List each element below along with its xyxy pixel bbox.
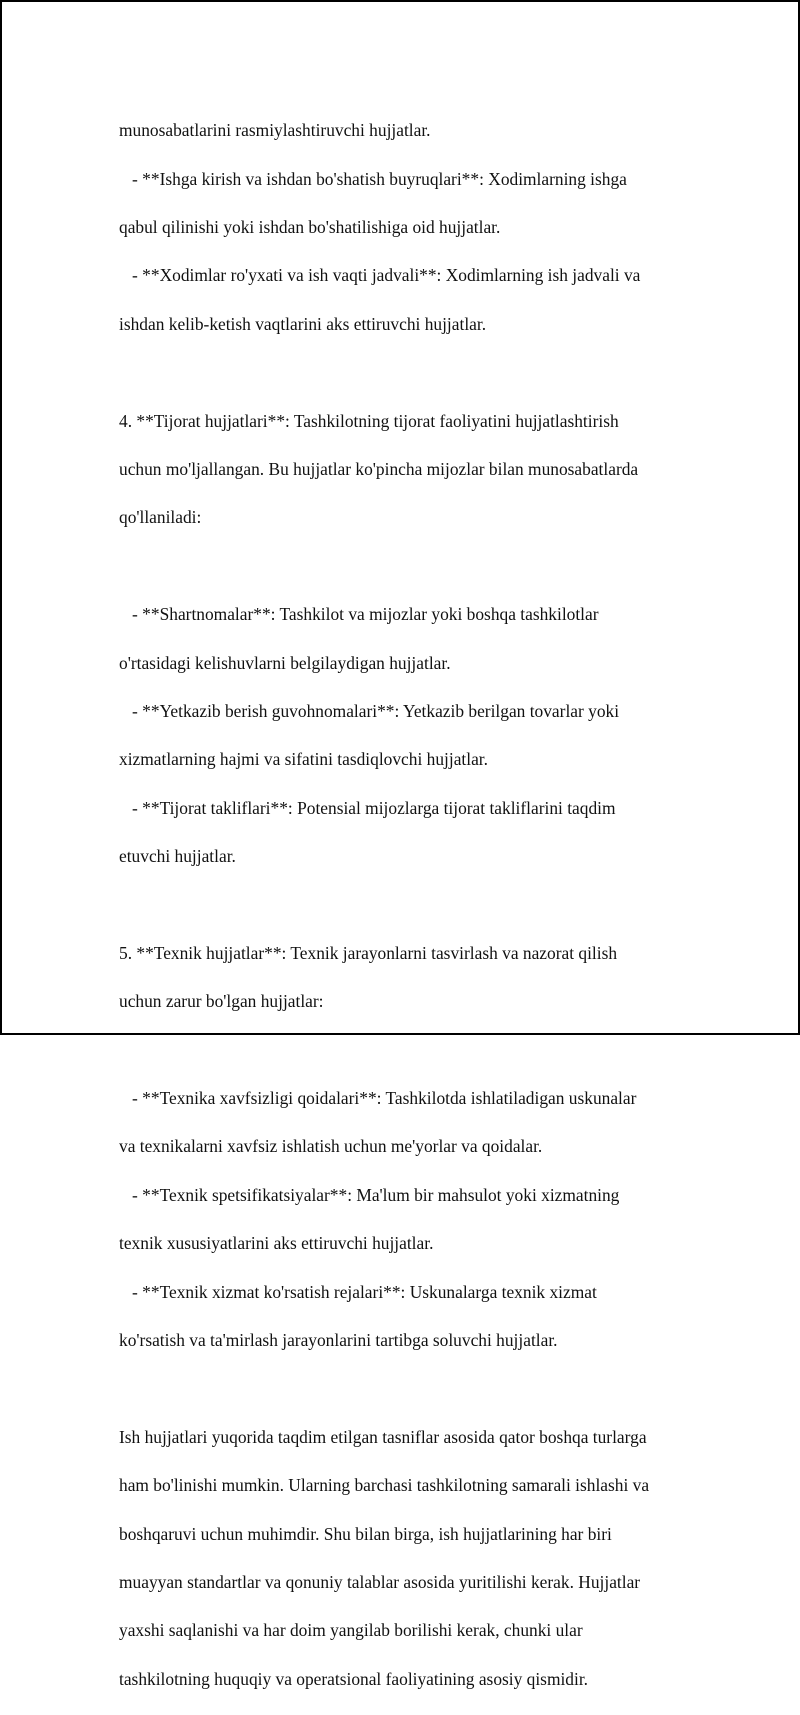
text-line: - **Tijorat takliflari**: Potensial mijozlarga tijorat takliflarini taqdim	[119, 797, 616, 818]
text-line: ishdan kelib-ketish vaqtlarini aks ettiruvchi hujjatlar.	[119, 313, 487, 334]
text-line: - **Shartnomalar**: Tashkilot va mijozlar yoki boshqa tashkilotlar	[119, 604, 599, 625]
blank-line	[119, 1376, 719, 1400]
text-line: texnik xususiyatlarini aks ettiruvchi hujjatlar.	[119, 1233, 434, 1254]
blank-line	[119, 360, 719, 384]
text-line: - **Texnik spetsifikatsiyalar**: Ma'lum bir mahsulot yoki xizmatning	[119, 1184, 620, 1205]
text-line: - **Ishga kirish va ishdan bo'shatish buyruqlari**: Xodimlarning ishga	[119, 168, 627, 189]
text-line: - **Texnik xizmat ko'rsatish rejalari**: Uskunalarga texnik xizmat	[119, 1281, 597, 1302]
text-line: Ish hujjatlari yuqorida taqdim etilgan tasniflar asosida qator boshqa turlarga	[119, 1426, 647, 1447]
text-line: 5. **Texnik hujjatlar**: Texnik jarayonlarni tasvirlash va nazorat qilish	[119, 942, 618, 963]
text-line: qo'llaniladi:	[119, 507, 202, 528]
text-line: munosabatlarini rasmiylashtiruvchi hujjatlar.	[119, 120, 431, 141]
text-line: xizmatlarning hajmi va sifatini tasdiqlovchi hujjatlar.	[119, 749, 488, 770]
text-line: o'rtasidagi kelishuvlarni belgilaydigan hujjatlar.	[119, 652, 451, 673]
text-line: - **Xodimlar ro'yxati va ish vaqti jadvali**: Xodimlarning ish jadvali va	[119, 265, 641, 286]
text-line: etuvchi hujjatlar.	[119, 846, 236, 867]
text-line: - **Texnika xavfsizligi qoidalari**: Tashkilotda ishlatiladigan uskunalar	[119, 1088, 637, 1109]
blank-line	[119, 892, 719, 916]
text-line: muayyan standartlar va qonuniy talablar asosida yuritilishi kerak. Hujjatlar	[119, 1571, 641, 1592]
document-body	[119, 94, 719, 1715]
text-line: ham bo'linishi mumkin. Ularning barchasi tashkilotning samarali ishlashi va	[119, 1475, 650, 1496]
text-line: uchun zarur bo'lgan hujjatlar:	[119, 991, 324, 1012]
text-line: ko'rsatish va ta'mirlash jarayonlarini tartibga soluvchi hujjatlar.	[119, 1329, 558, 1350]
text-line: boshqaruvi uchun muhimdir. Shu bilan birga, ish hujjatlarining har biri	[119, 1523, 612, 1544]
text-line: va texnikalarni xavfsiz ishlatish uchun me'yorlar va qoidalar.	[119, 1136, 543, 1157]
blank-line	[119, 1038, 719, 1062]
text-line: uchun mo'ljallangan. Bu hujjatlar ko'pincha mijozlar bilan munosabatlarda	[119, 458, 639, 479]
text-line: yaxshi saqlanishi va har doim yangilab borilishi kerak, chunki ular	[119, 1620, 583, 1641]
text-line: tashkilotning huquqiy va operatsional faoliyatining asosiy qismidir.	[119, 1668, 589, 1689]
text-line: qabul qilinishi yoki ishdan bo'shatilishiga oid hujjatlar.	[119, 216, 501, 237]
text-line: - **Yetkazib berish guvohnomalari**: Yetkazib berilgan tovarlar yoki	[119, 700, 620, 721]
text-line: 4. **Tijorat hujjatlari**: Tashkilotning tijorat faoliyatini hujjatlashtirish	[119, 410, 619, 431]
blank-line	[119, 554, 719, 578]
